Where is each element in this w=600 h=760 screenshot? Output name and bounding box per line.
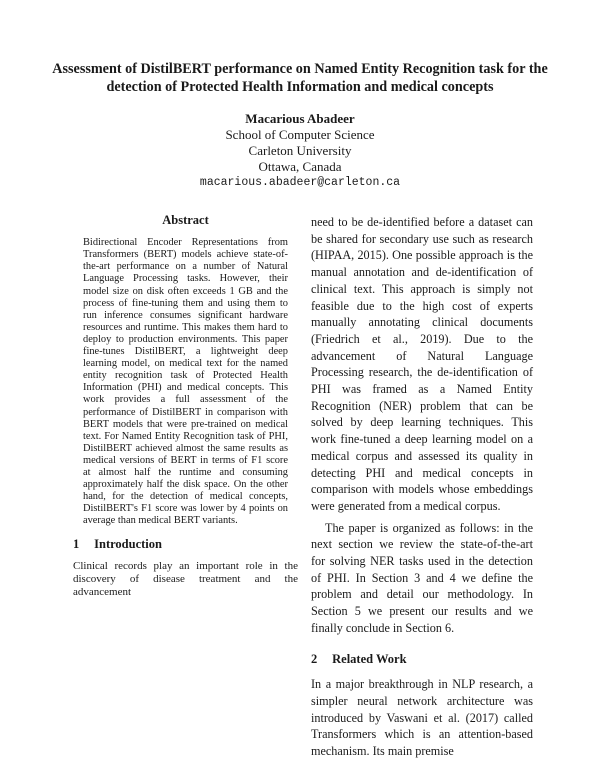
paper-title: Assessment of DistilBERT performance on Named Entity Recognition task for the detection of Protected Health Information and medical concepts — [52, 61, 548, 95]
section-title: Introduction — [94, 537, 162, 552]
introduction-paragraph-continued: need to be de-identified before a dataset can be shared for secondary use such as research (HIPAA, 2015). One possible approach is the manual annotation and de-identification of clinical text. This approach is simply not feasible due to the high cost of experts manually annotating clinical documents (Friedrich et al., 2019). Due to the advancement of Natural Language Processing research, the de-identification of PHI was framed as a Named Entity Recognition (NER) problem that can be solved by deep learning techniques. This work fine-tuned a deep learning model on a medical corpus and assessed its quality in detecting PHI and medical concepts in comparison with models whose embeddings were generated from a medical corpus. — [311, 215, 533, 513]
affiliation-line: Ottawa, Canada — [258, 159, 342, 174]
author-block — [100, 111, 500, 191]
right-column — [311, 214, 533, 760]
related-work-heading — [311, 651, 533, 668]
introduction-heading — [73, 538, 298, 551]
introduction-paragraph-start: Clinical records play an important role in the discovery of disease treatment and the advancement — [73, 559, 298, 599]
section-number: 1 — [73, 537, 80, 552]
abstract-text: Bidirectional Encoder Representations from Transformers (BERT) models achieve state-of-the-art performance on a number of Natural Language Processing tasks. However, their model size on disk often exceeds 1 GB and the process of fine-tuning them and using them to run inference consumes significant hardware resources and runtime. This makes them hard to deploy to production environments. This paper fine-tunes DistilBERT, a lightweight deep learning model, on medical text for the named entity recognition task of Protected Health Information (PHI) and medical concepts. This work provides a full assessment of the performance of DistilBERT in comparison with BERT models that were pre-trained on medical text. For Named Entity Recognition task of PHI, DistilBERT achieved almost the same results as medical versions of BERT in terms of F1 score at almost half the runtime and consuming approximately half the disk space. On the other hand, for the detection of medical concepts, DistilBERT's F1 score was lower by 4 points on average than medical BERT variants. — [83, 237, 288, 527]
affiliation-line: Carleton University — [248, 143, 352, 158]
author-name: Macarious Abadeer — [245, 111, 355, 126]
affiliation-line: School of Computer Science — [225, 127, 375, 142]
author-email: macarious.abadeer@carleton.ca — [199, 176, 401, 189]
section-number: 2 — [311, 651, 318, 666]
section-title: Related Work — [332, 651, 407, 666]
related-work-paragraph: In a major breakthrough in NLP research, a simpler neural network architecture was introduced by Vaswani et al. (2017) called Transformers which is an attention-based mechanism. Its main premise — [311, 677, 533, 759]
left-column — [73, 214, 298, 599]
abstract-heading: Abstract — [162, 213, 209, 227]
introduction-paragraph-2: The paper is organized as follows: in the next section we review the state-of-the-art for solving NER tasks used in the detection of PHI. In Section 3 and 4 we define the problem and detail our methodology. In Section 5 we present our results and we finally conclude in Section 6. — [311, 520, 533, 635]
